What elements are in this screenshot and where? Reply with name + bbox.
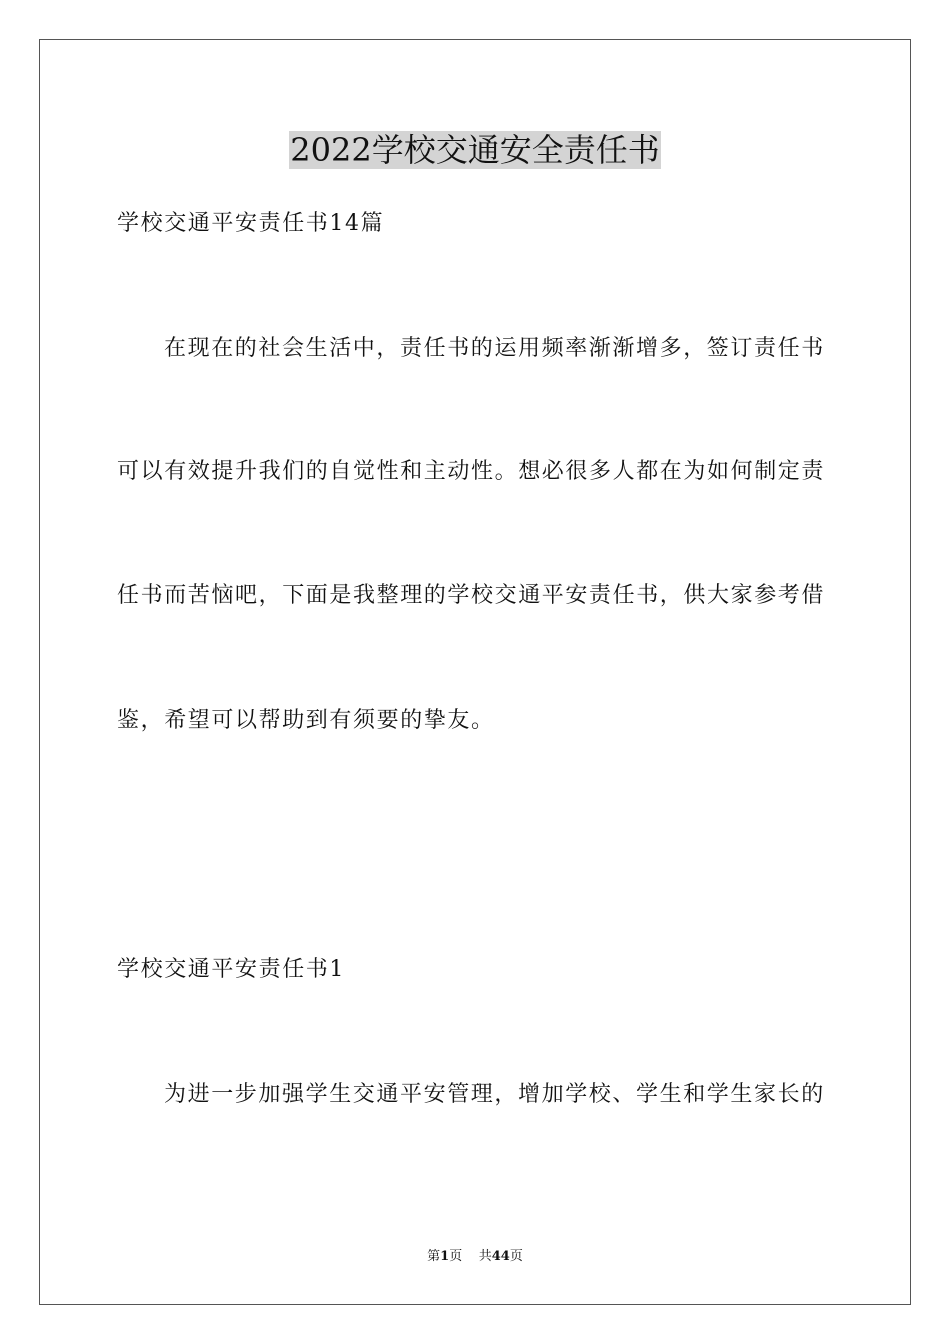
paragraph-line: 任书而苦恼吧，下面是我整理的学校交通平安责任书，供大家参考借 xyxy=(117,583,826,608)
footer-total-prefix: 共 xyxy=(478,1249,492,1264)
page-footer xyxy=(0,1248,950,1266)
paragraph-line: 可以有效提升我们的自觉性和主动性。想必很多人都在为如何制定责 xyxy=(117,459,826,484)
document-subtitle: 学校交通平安责任书14篇 xyxy=(117,211,385,236)
section-heading: 学校交通平安责任书1 xyxy=(117,957,345,982)
paragraph-line: 在现在的社会生活中，责任书的运用频率渐渐增多，签订责任书 xyxy=(164,336,825,361)
paragraph-line: 为进一步加强学生交通平安管理，增加学校、学生和学生家长的 xyxy=(164,1082,825,1107)
footer-total-suffix: 页 xyxy=(509,1249,523,1264)
paragraph-line: 鉴，希望可以帮助到有须要的挚友。 xyxy=(117,708,495,733)
footer-page-prefix: 第 xyxy=(427,1249,441,1264)
document-title xyxy=(0,128,950,172)
footer-page-number: 1 xyxy=(440,1249,450,1264)
document-title-text: 2022学校交通安全责任书 xyxy=(290,131,660,169)
footer-page-suffix: 页 xyxy=(449,1249,463,1264)
footer-total-pages: 44 xyxy=(491,1249,510,1264)
